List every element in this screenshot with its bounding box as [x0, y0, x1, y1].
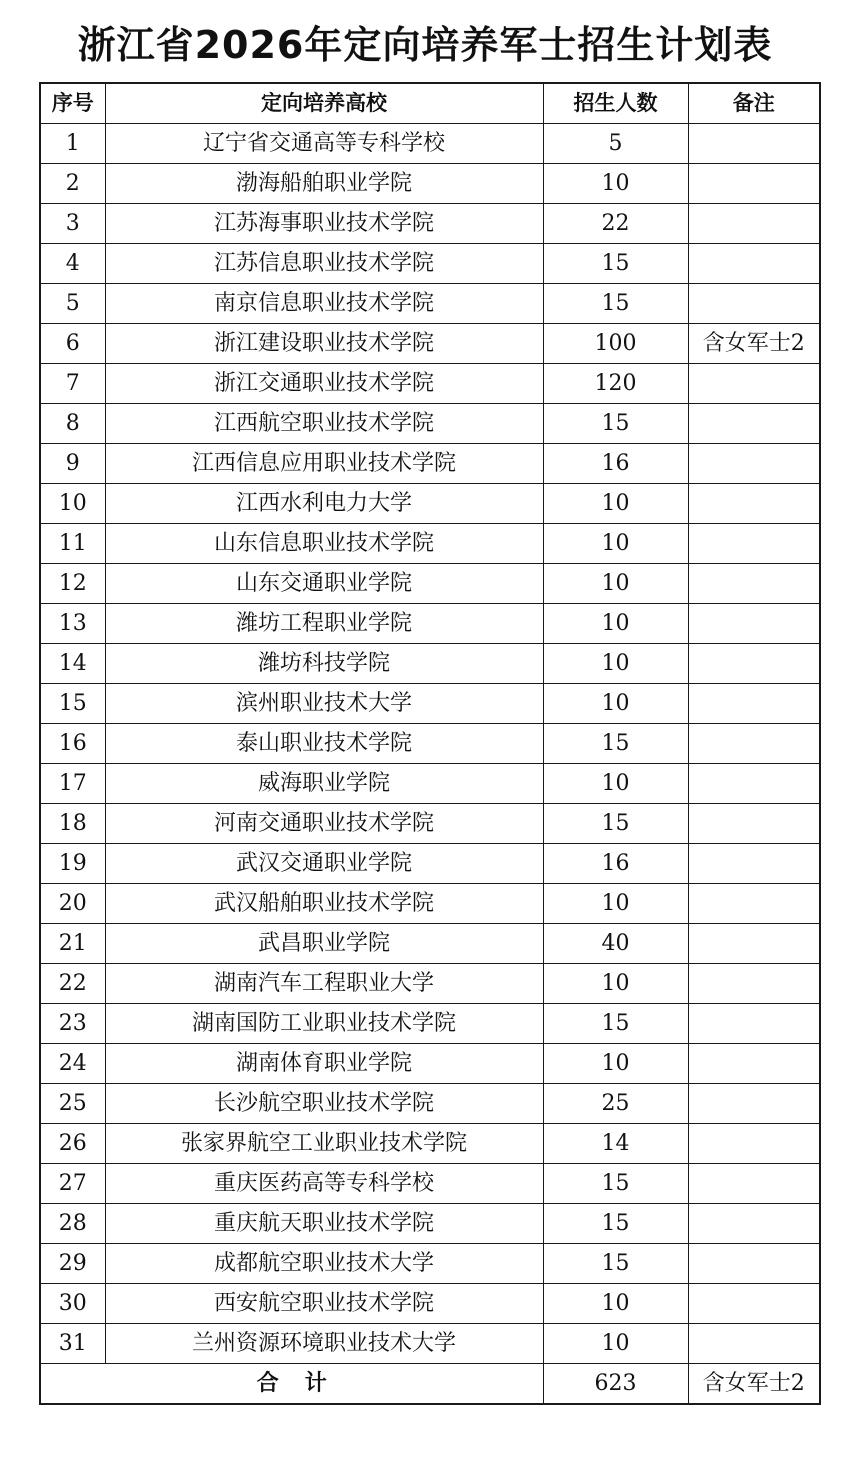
row-number: 28 — [40, 1204, 105, 1244]
enrollment-count: 10 — [543, 484, 688, 524]
school-name: 江苏海事职业技术学院 — [105, 204, 543, 244]
row-number: 9 — [40, 444, 105, 484]
row-number: 30 — [40, 1284, 105, 1324]
total-row — [40, 1364, 820, 1405]
enrollment-count: 16 — [543, 844, 688, 884]
header-count: 招生人数 — [543, 83, 688, 124]
school-name: 西安航空职业技术学院 — [105, 1284, 543, 1324]
school-name: 潍坊工程职业学院 — [105, 604, 543, 644]
school-name: 兰州资源环境职业技术大学 — [105, 1324, 543, 1364]
table-row — [40, 844, 820, 884]
school-name: 浙江建设职业技术学院 — [105, 324, 543, 364]
row-note — [688, 164, 820, 204]
row-number: 12 — [40, 564, 105, 604]
school-name: 山东信息职业技术学院 — [105, 524, 543, 564]
table-row — [40, 364, 820, 404]
row-number: 1 — [40, 124, 105, 164]
school-name: 武汉船舶职业技术学院 — [105, 884, 543, 924]
school-name: 滨州职业技术大学 — [105, 684, 543, 724]
table-row — [40, 1084, 820, 1124]
row-note — [688, 444, 820, 484]
school-name: 浙江交通职业技术学院 — [105, 364, 543, 404]
enrollment-count: 40 — [543, 924, 688, 964]
row-note — [688, 844, 820, 884]
row-number: 13 — [40, 604, 105, 644]
row-note — [688, 964, 820, 1004]
row-number: 6 — [40, 324, 105, 364]
table-row — [40, 244, 820, 284]
row-note — [688, 724, 820, 764]
table-row — [40, 204, 820, 244]
enrollment-count: 120 — [543, 364, 688, 404]
row-note — [688, 644, 820, 684]
school-name: 重庆航天职业技术学院 — [105, 1204, 543, 1244]
row-number: 20 — [40, 884, 105, 924]
row-note — [688, 1044, 820, 1084]
enrollment-count: 10 — [543, 964, 688, 1004]
school-name: 湖南体育职业学院 — [105, 1044, 543, 1084]
enrollment-count: 5 — [543, 124, 688, 164]
row-number: 23 — [40, 1004, 105, 1044]
enrollment-count: 15 — [543, 1244, 688, 1284]
table-row — [40, 1044, 820, 1084]
table-row — [40, 604, 820, 644]
row-number: 15 — [40, 684, 105, 724]
school-name: 江西航空职业技术学院 — [105, 404, 543, 444]
table-body — [40, 124, 820, 1364]
row-number: 25 — [40, 1084, 105, 1124]
row-number: 16 — [40, 724, 105, 764]
enrollment-count: 14 — [543, 1124, 688, 1164]
enrollment-count: 100 — [543, 324, 688, 364]
table-row — [40, 884, 820, 924]
enrollment-count: 10 — [543, 684, 688, 724]
row-note — [688, 1324, 820, 1364]
table-row — [40, 1204, 820, 1244]
row-number: 19 — [40, 844, 105, 884]
row-note — [688, 524, 820, 564]
row-note — [688, 1084, 820, 1124]
row-note — [688, 884, 820, 924]
total-note: 含女军士2 — [688, 1364, 820, 1405]
row-note — [688, 1204, 820, 1244]
row-note — [688, 1244, 820, 1284]
table-header-row — [40, 83, 820, 124]
row-number: 10 — [40, 484, 105, 524]
enrollment-count: 15 — [543, 284, 688, 324]
table-row — [40, 1004, 820, 1044]
row-note — [688, 924, 820, 964]
row-number: 21 — [40, 924, 105, 964]
enrollment-plan-table — [39, 82, 821, 1405]
total-count: 623 — [543, 1364, 688, 1405]
row-number: 29 — [40, 1244, 105, 1284]
school-name: 河南交通职业技术学院 — [105, 804, 543, 844]
enrollment-count: 10 — [543, 604, 688, 644]
table-row — [40, 404, 820, 444]
table-row — [40, 1124, 820, 1164]
row-note — [688, 244, 820, 284]
row-note — [688, 484, 820, 524]
enrollment-count: 15 — [543, 404, 688, 444]
school-name: 重庆医药高等专科学校 — [105, 1164, 543, 1204]
row-number: 7 — [40, 364, 105, 404]
row-number: 27 — [40, 1164, 105, 1204]
table-row — [40, 444, 820, 484]
table-row — [40, 484, 820, 524]
row-number: 2 — [40, 164, 105, 204]
row-note — [688, 1004, 820, 1044]
row-number: 11 — [40, 524, 105, 564]
enrollment-count: 10 — [543, 564, 688, 604]
table-row — [40, 684, 820, 724]
total-label: 合计 — [40, 1364, 543, 1405]
row-note — [688, 1284, 820, 1324]
school-name: 南京信息职业技术学院 — [105, 284, 543, 324]
school-name: 泰山职业技术学院 — [105, 724, 543, 764]
school-name: 武昌职业学院 — [105, 924, 543, 964]
enrollment-count: 10 — [543, 644, 688, 684]
table-row — [40, 964, 820, 1004]
enrollment-count: 22 — [543, 204, 688, 244]
enrollment-count: 16 — [543, 444, 688, 484]
enrollment-count: 10 — [543, 1284, 688, 1324]
row-note — [688, 124, 820, 164]
row-number: 22 — [40, 964, 105, 1004]
header-school: 定向培养高校 — [105, 83, 543, 124]
school-name: 江西水利电力大学 — [105, 484, 543, 524]
enrollment-count: 10 — [543, 884, 688, 924]
table-row — [40, 764, 820, 804]
table-row — [40, 1284, 820, 1324]
table-row — [40, 164, 820, 204]
enrollment-count: 10 — [543, 164, 688, 204]
enrollment-count: 10 — [543, 1044, 688, 1084]
school-name: 江西信息应用职业技术学院 — [105, 444, 543, 484]
row-note — [688, 604, 820, 644]
row-number: 31 — [40, 1324, 105, 1364]
row-note — [688, 284, 820, 324]
table-row — [40, 924, 820, 964]
enrollment-count: 15 — [543, 1164, 688, 1204]
table-row — [40, 1324, 820, 1364]
row-number: 8 — [40, 404, 105, 444]
school-name: 辽宁省交通高等专科学校 — [105, 124, 543, 164]
school-name: 威海职业学院 — [105, 764, 543, 804]
row-note — [688, 804, 820, 844]
school-name: 成都航空职业技术大学 — [105, 1244, 543, 1284]
row-note: 含女军士2 — [688, 324, 820, 364]
school-name: 湖南汽车工程职业大学 — [105, 964, 543, 1004]
table-row — [40, 1244, 820, 1284]
school-name: 长沙航空职业技术学院 — [105, 1084, 543, 1124]
table-row — [40, 324, 820, 364]
enrollment-count: 15 — [543, 244, 688, 284]
header-note: 备注 — [688, 83, 820, 124]
school-name: 潍坊科技学院 — [105, 644, 543, 684]
school-name: 山东交通职业学院 — [105, 564, 543, 604]
row-number: 17 — [40, 764, 105, 804]
school-name: 武汉交通职业学院 — [105, 844, 543, 884]
row-number: 18 — [40, 804, 105, 844]
enrollment-count: 15 — [543, 1204, 688, 1244]
row-number: 3 — [40, 204, 105, 244]
row-note — [688, 564, 820, 604]
row-number: 26 — [40, 1124, 105, 1164]
school-name: 渤海船舶职业学院 — [105, 164, 543, 204]
enrollment-count: 15 — [543, 724, 688, 764]
row-note — [688, 1124, 820, 1164]
row-note — [688, 1164, 820, 1204]
enrollment-count: 25 — [543, 1084, 688, 1124]
table-row — [40, 804, 820, 844]
enrollment-count: 15 — [543, 1004, 688, 1044]
table-row — [40, 284, 820, 324]
row-number: 14 — [40, 644, 105, 684]
table-row — [40, 124, 820, 164]
enrollment-count: 15 — [543, 804, 688, 844]
page-title: 浙江省2026年定向培养军士招生计划表 — [77, 23, 773, 67]
table-row — [40, 724, 820, 764]
school-name: 张家界航空工业职业技术学院 — [105, 1124, 543, 1164]
table-row — [40, 524, 820, 564]
row-note — [688, 684, 820, 724]
enrollment-count: 10 — [543, 764, 688, 804]
enrollment-count: 10 — [543, 524, 688, 564]
enrollment-count: 10 — [543, 1324, 688, 1364]
row-number: 4 — [40, 244, 105, 284]
header-no: 序号 — [40, 83, 105, 124]
row-number: 5 — [40, 284, 105, 324]
school-name: 江苏信息职业技术学院 — [105, 244, 543, 284]
row-note — [688, 764, 820, 804]
row-note — [688, 364, 820, 404]
table-row — [40, 644, 820, 684]
row-number: 24 — [40, 1044, 105, 1084]
row-note — [688, 404, 820, 444]
school-name: 湖南国防工业职业技术学院 — [105, 1004, 543, 1044]
table-row — [40, 1164, 820, 1204]
table-row — [40, 564, 820, 604]
row-note — [688, 204, 820, 244]
